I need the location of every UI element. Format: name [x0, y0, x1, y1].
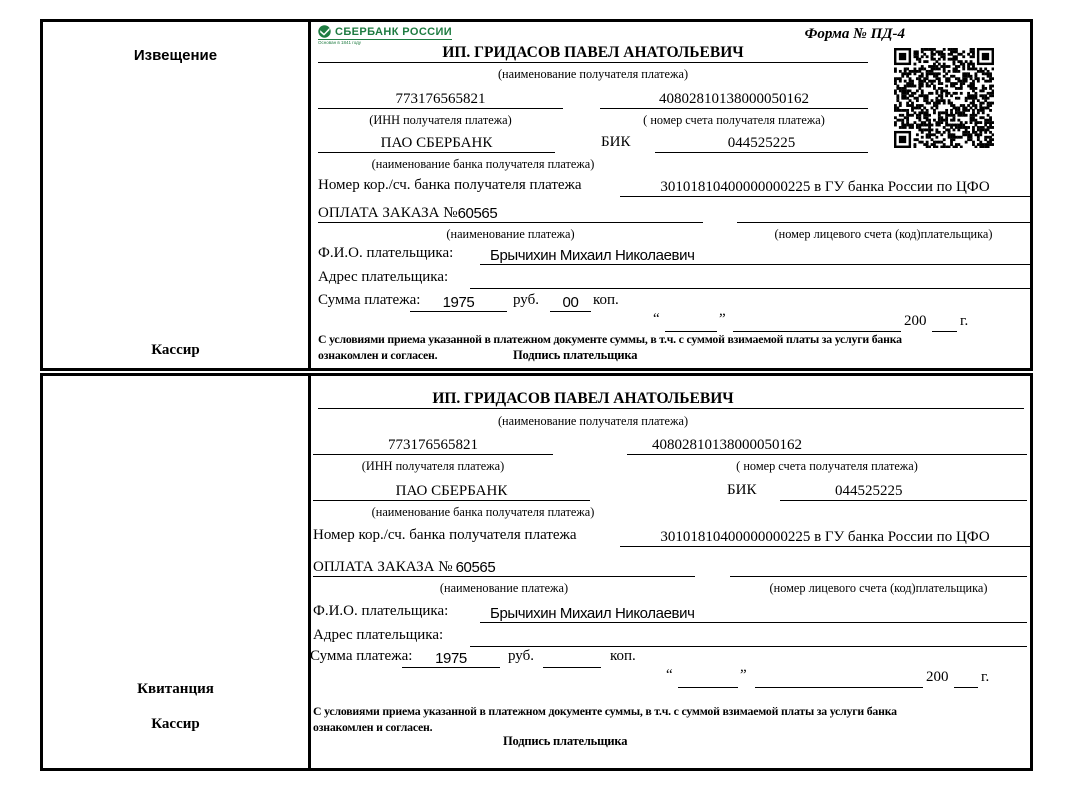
- notice-section: [40, 19, 1033, 371]
- address-label: Адрес плательщика:: [313, 627, 444, 643]
- fio-label: Ф.И.О. плательщика:: [313, 603, 449, 619]
- payment-hint: (наименование платежа): [446, 227, 575, 241]
- recipient-hint: (наименование получателя платежа): [497, 67, 689, 81]
- receipt-left-cell: [43, 376, 311, 768]
- sberbank-logo-icon: [318, 25, 331, 38]
- open-quote: “: [653, 311, 660, 327]
- close-quote: ”: [719, 311, 726, 327]
- date-year-line: [954, 666, 978, 688]
- order-number: 60565: [457, 205, 498, 222]
- cashier-label: Кассир: [151, 342, 200, 358]
- bik-label: БИК: [727, 482, 757, 498]
- account-hint: ( номер счета получателя платежа): [643, 113, 825, 127]
- inn-hint: (ИНН получателя платежа): [361, 459, 505, 473]
- recipient-account: 40802810138000050162: [659, 91, 809, 107]
- bik-label: БИК: [601, 134, 631, 150]
- sberbank-logo-text: СБЕРБАНК РОССИИ: [335, 25, 453, 38]
- recipient-account: 40802810138000050162: [652, 437, 802, 453]
- bank-name: ПАО СБЕРБАНК: [380, 135, 493, 151]
- recipient-hint: (наименование получателя платежа): [497, 414, 689, 428]
- terms-line2: ознакомлен и согласен.: [313, 720, 433, 734]
- bik-value: 044525225: [727, 135, 796, 151]
- signature-label: Подпись плательщика: [503, 734, 628, 748]
- recipient-name: ИП. ГРИДАСОВ ПАВЕЛ АНАТОЛЬЕВИЧ: [432, 390, 734, 407]
- address-label: Адрес плательщика:: [318, 269, 449, 285]
- year-suffix: г.: [981, 669, 990, 685]
- personal-hint: (номер лицевого счета (код)плательщика): [774, 227, 993, 241]
- notice-left-cell: [43, 22, 311, 368]
- corr-value: 30101810400000000225 в ГУ банка России по ЦФО: [660, 529, 990, 545]
- terms-line2: ознакомлен и согласен.: [318, 348, 438, 362]
- payer-fio: Брычихин Михаил Николаевич: [490, 605, 695, 622]
- signature-label: Подпись плательщика: [513, 348, 638, 362]
- date-day-line: [665, 310, 717, 332]
- recipient-inn: 773176565821: [388, 437, 478, 453]
- payment-name: ОПЛАТА ЗАКАЗА №: [313, 559, 453, 575]
- personal-hint: (номер лицевого счета (код)плательщика): [769, 581, 988, 595]
- date-year-line: [932, 310, 957, 332]
- bank-hint: (наименование банка получателя платежа): [371, 157, 595, 171]
- kop-label: коп.: [610, 648, 636, 664]
- bank-hint: (наименование банка получателя платежа): [371, 505, 595, 519]
- bik-value: 044525225: [835, 483, 903, 499]
- terms-line1: С условиями приема указанной в платежном документе суммы, в т.ч. с суммой взимаемой платы за услуги банка: [313, 704, 897, 718]
- sberbank-logo-tagline: Основан в 1841 году: [318, 40, 362, 45]
- amount-rub: 1975: [435, 650, 467, 667]
- rub-label: руб.: [508, 648, 534, 664]
- kop-label: коп.: [593, 292, 619, 308]
- notice-title: Извещение: [133, 47, 218, 64]
- amount-rub: 1975: [442, 294, 475, 311]
- payer-fio: Брычихин Михаил Николаевич: [490, 247, 695, 264]
- personal-account-line: [737, 198, 1030, 223]
- order-number: 60565: [455, 559, 496, 576]
- account-hint: ( номер счета получателя платежа): [736, 459, 918, 473]
- open-quote: “: [666, 667, 673, 683]
- date-month-line: [733, 310, 901, 332]
- rub-label: руб.: [513, 292, 539, 308]
- close-quote: ”: [740, 667, 747, 683]
- personal-account-line: [730, 552, 1027, 577]
- qr-code: [894, 48, 994, 148]
- receipt-title: Квитанция: [137, 681, 214, 697]
- corr-value: 30101810400000000225 в ГУ банка России по ЦФО: [660, 179, 990, 195]
- date-day-line: [678, 666, 738, 688]
- corr-label: Номер кор./сч. банка получателя платежа: [318, 177, 582, 193]
- receipt-section: [40, 373, 1033, 771]
- cashier-label: Кассир: [151, 716, 200, 732]
- recipient-inn: 773176565821: [395, 91, 486, 107]
- year-suffix: г.: [960, 313, 969, 329]
- amount-kop: 00: [562, 294, 579, 311]
- date-month-line: [755, 666, 923, 688]
- recipient-name: ИП. ГРИДАСОВ ПАВЕЛ АНАТОЛЬЕВИЧ: [442, 44, 744, 61]
- bank-name: ПАО СБЕРБАНК: [395, 483, 508, 499]
- payment-name: ОПЛАТА ЗАКАЗА №: [318, 205, 458, 221]
- sum-label: Сумма платежа:: [310, 648, 413, 664]
- inn-hint: (ИНН получателя платежа): [369, 113, 512, 127]
- sum-label: Сумма платежа:: [318, 292, 421, 308]
- fio-label: Ф.И.О. плательщика:: [318, 245, 454, 261]
- payment-hint: (наименование платежа): [439, 581, 569, 595]
- terms-line1: С условиями приема указанной в платежном документе суммы, в т.ч. с суммой взимаемой платы за услуги банка: [318, 332, 902, 346]
- form-number-label: Форма № ПД-4: [804, 26, 905, 42]
- year-prefix: 200: [904, 313, 927, 329]
- corr-label: Номер кор./сч. банка получателя платежа: [313, 527, 577, 543]
- year-prefix: 200: [926, 669, 949, 685]
